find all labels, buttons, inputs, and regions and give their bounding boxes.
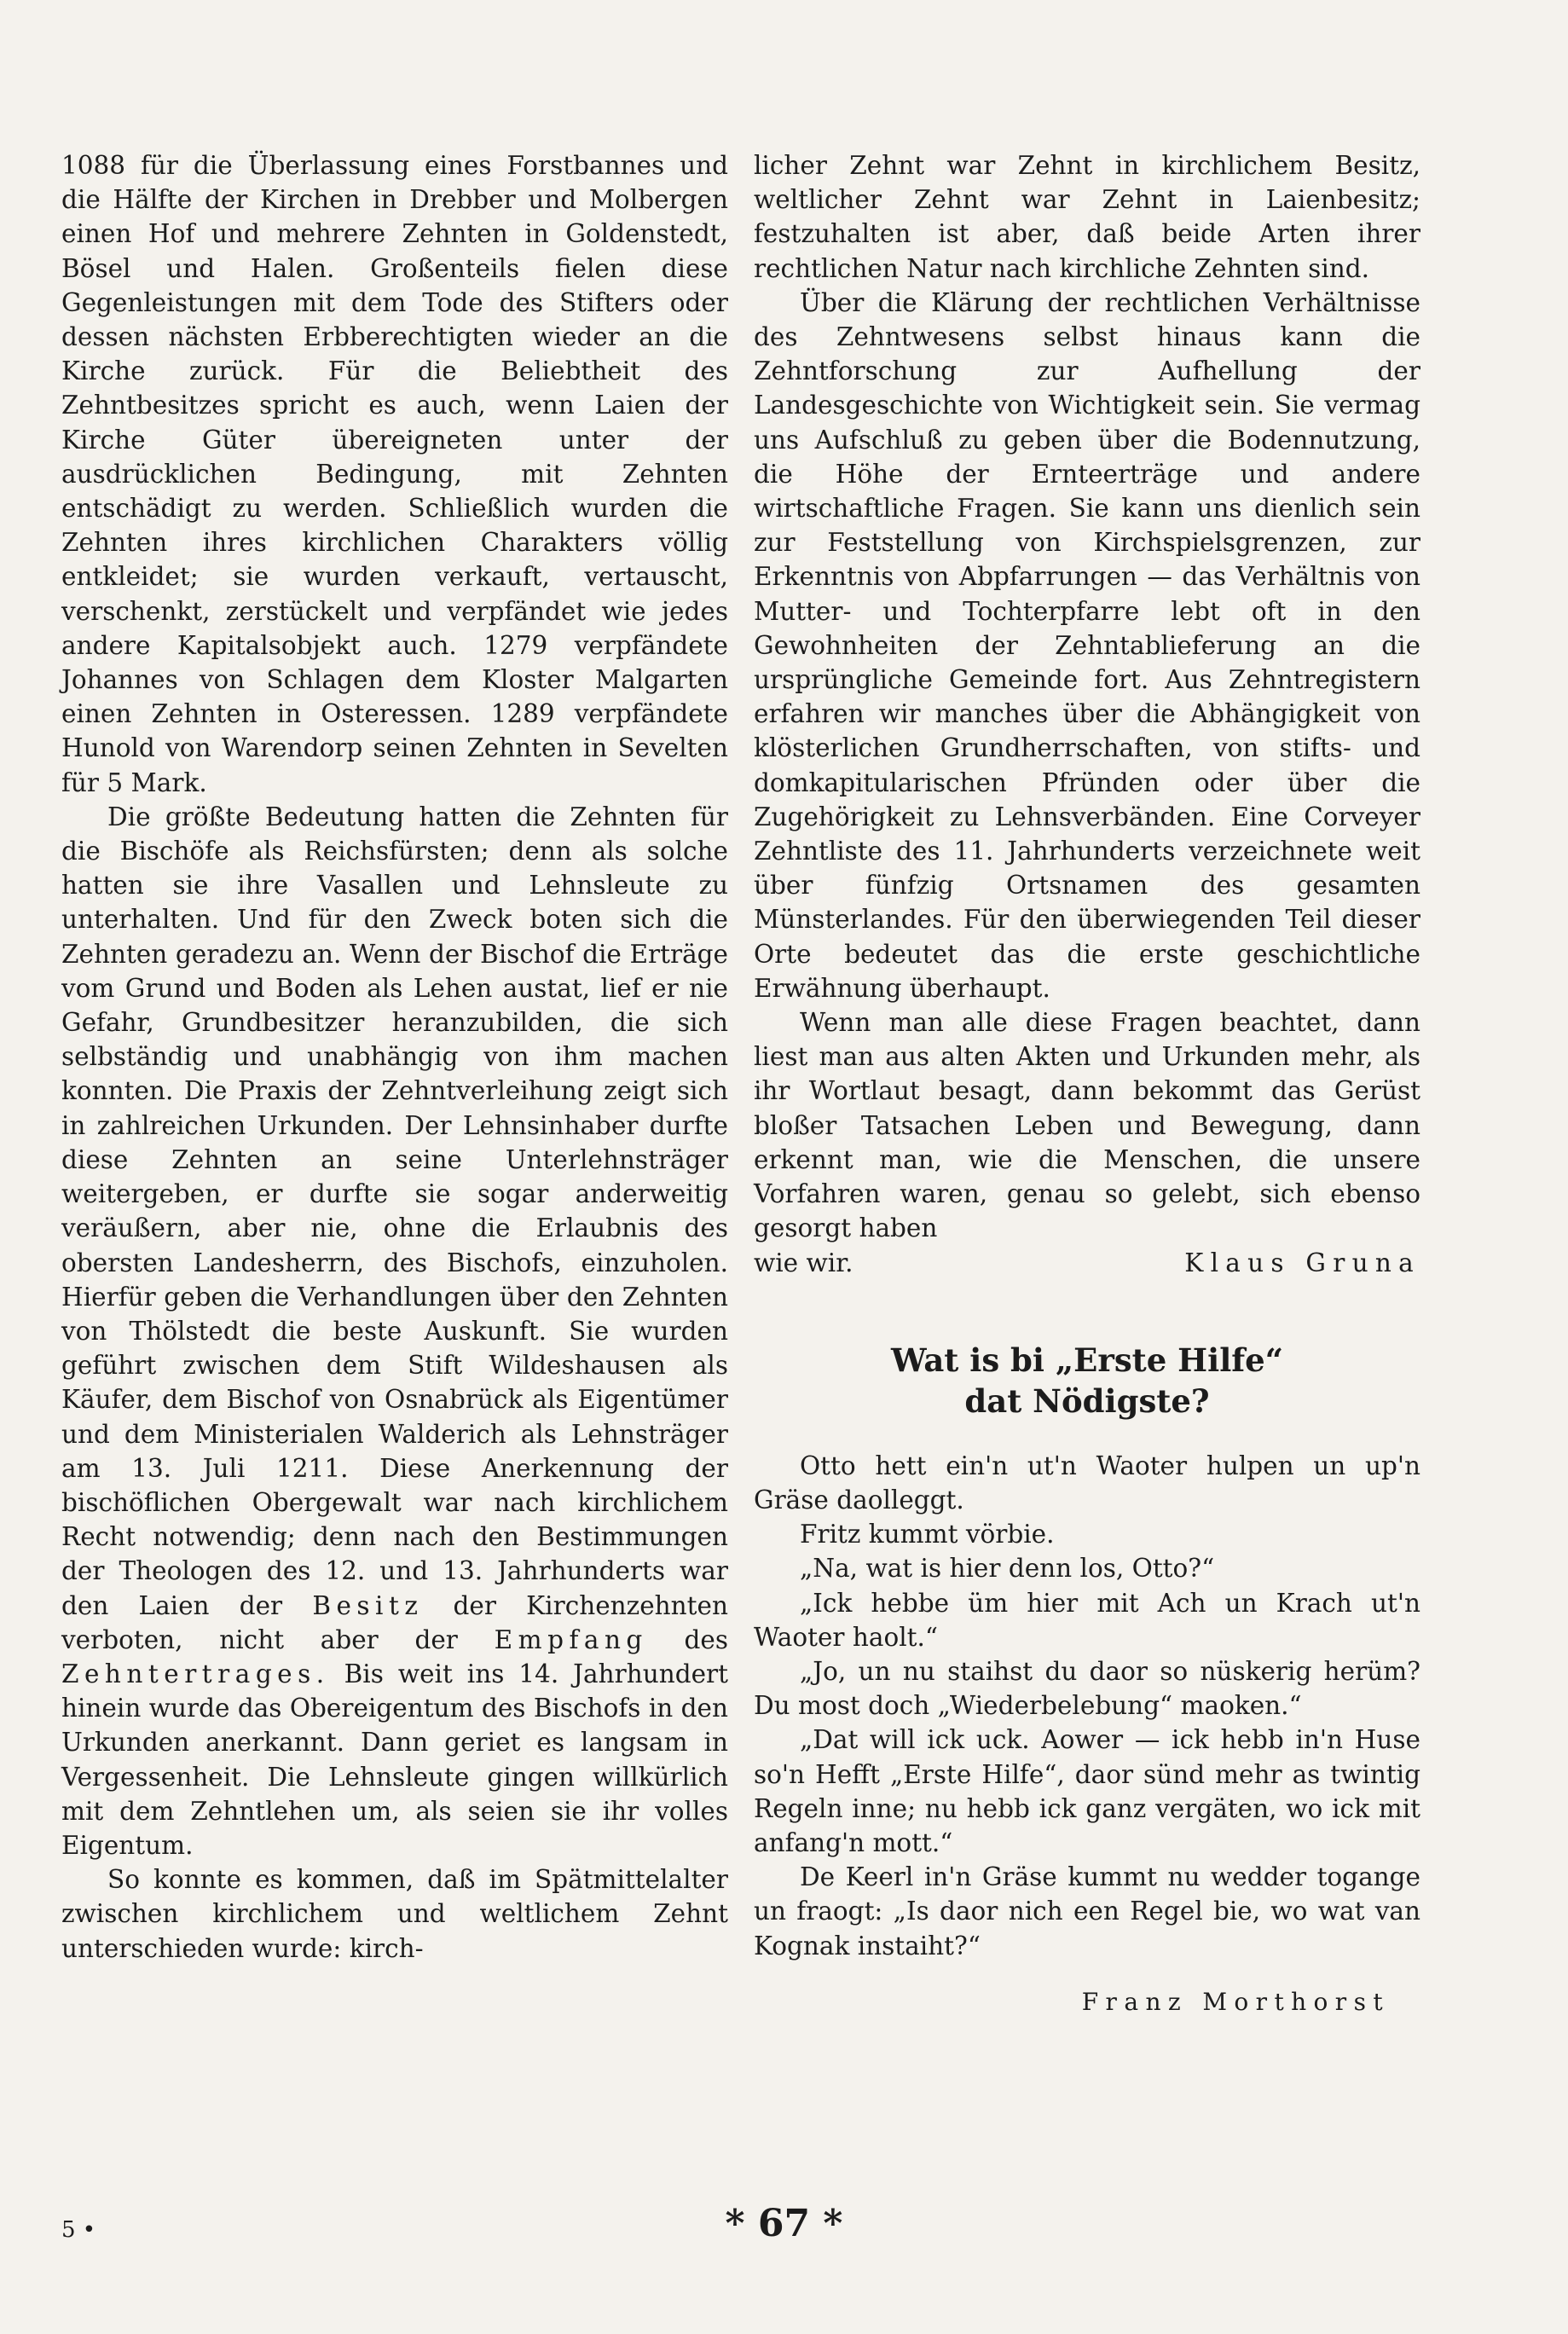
- article-signature: Franz Morthorst: [1081, 1987, 1390, 2016]
- signature-mark: 5 •: [61, 2217, 96, 2243]
- paragraph: [61, 800, 728, 1862]
- dialog-paragraph: „Jo, un nu staihst du daor so nüskerig herüm? Du most doch „Wiederbelebung“ maoken.“: [754, 1656, 1420, 1721]
- author-name: Klaus Gruna: [1184, 1248, 1420, 1277]
- spaced-emphasis: Zehntertrages.: [61, 1659, 330, 1688]
- dialog-paragraph: „Dat will ick uck. Aower — ick hebb in'n Huse so'n Hefft „Erste Hilfe“, daor sünd mehr as twintig Regeln inne; nu hebb ick ganz vergäten, wo ick mit anfang'n mott.“: [754, 1725, 1420, 1857]
- paragraph: licher Zehnt war Zehnt in kirchlichem Besitz, weltlicher Zehnt war Zehnt in Laienbesitz; festzuhalten ist aber, daß beide Arten ihrer rechtlichen Natur nach kirchliche Zehnten sind.: [754, 151, 1420, 283]
- dialog-paragraph: „Ick hebbe üm hier mit Ach un Krach ut'n Waoter haolt.“: [754, 1588, 1420, 1652]
- page-number: * 67 *: [725, 2202, 843, 2245]
- headline-line: dat Nödigste?: [964, 1381, 1210, 1420]
- dialog-text: [754, 1449, 1420, 1963]
- author-line: [754, 1246, 1420, 1280]
- paragraph-text: des: [684, 1625, 728, 1654]
- left-column: [61, 148, 728, 1966]
- dialog-paragraph: Otto hett ein'n ut'n Waoter hulpen un up'n Gräse daolleggt.: [754, 1451, 1420, 1514]
- closing-text: wie wir.: [754, 1248, 853, 1277]
- paragraph-text: Bis weit ins 14. Jahrhundert hinein wurde das Obereigentum des Bischofs in den Urkunden anerkannt. Dann geriet es langsam in Vergessenheit. Die Lehnsleute gingen willkürlich mit dem Zehntlehen um, als seien sie ihr volles Eigentum.: [61, 1659, 728, 1860]
- paragraph-text: Die größte Bedeutung hatten die Zehnten für die Bischöfe als Reichsfürsten; denn als solche hatten sie ihre Vasallen und Lehnsleute zu unterhalten. Und für den Zweck boten sich die Zehnten geradezu an. Wenn der Bischof die Erträge vom Grund und Boden als Lehen austat, lief er nie Gefahr, Grundbesitzer heranzubilden, die sich selbständig und unabhängig von ihm machen konnten. Die Praxis der Zehntverleihung zeigt sich in zahlreichen Urkunden. Der Lehnsinhaber durfte diese Zehnten an seine Unterlehnsträger weitergeben, er durfte sie sogar anderweitig veräußern, aber nie, ohne die Erlaubnis des obersten Landesherrn, des Bischofs, einzuholen. Hierfür geben die Verhandlungen über den Zehnten von Thölstedt die beste Auskunft. Sie wurden geführt zwischen dem Stift Wildeshausen als Käufer, dem Bischof von Osnabrück als Eigentümer und dem Ministerialen Walderich als Lehnsträger am 13. Juli 1211. Diese Anerkennung der bischöflichen Obergewalt war nach kirchlichem Recht notwendig; denn nach den Bestimmungen der Theologen des 12. und 13. Jahrhunderts war den Laien der: [61, 802, 728, 1620]
- dialog-paragraph: Fritz kummt vörbie.: [800, 1520, 1055, 1549]
- paragraph: 1088 für die Überlassung eines Forstbannes und die Hälfte der Kirchen in Drebber und Molbergen einen Hof und mehrere Zehnten in Goldenstedt, Bösel und Halen. Großenteils fielen diese Gegenleistungen mit dem Tode des Stifters oder dessen nächsten Erbberechtigten wieder an die Kirche zurück. Für die Beliebtheit des Zehntbesitzes spricht es auch, wenn Laien der Kirche Güter übereigneten unter der ausdrücklichen Bedingung, mit Zehnten entschädigt zu werden. Schließlich wurden die Zehnten ihres kirchlichen Charakters völlig entkleidet; sie wurden verkauft, vertauscht, verschenkt, zerstückelt und verpfändet wie jedes andere Kapitalsobjekt auch. 1279 verpfändete Johannes von Schlagen dem Kloster Malgarten einen Zehnten in Osteressen. 1289 verpfändete Hunold von Warendorp seinen Zehnten in Sevelten für 5 Mark.: [61, 151, 728, 797]
- spaced-emphasis: Empfang: [494, 1625, 648, 1654]
- paragraph-text: der Kirchenzehnten verboten, nicht aber der: [61, 1590, 728, 1654]
- right-column: [754, 148, 1420, 2019]
- headline-line: Wat is bi „Erste Hilfe“: [891, 1341, 1283, 1379]
- spaced-emphasis: Besitz: [312, 1590, 424, 1620]
- paragraph: Über die Klärung der rechtlichen Verhältnisse des Zehntwesens selbst hinaus kann die Zehntforschung zur Aufhellung der Landesgeschichte von Wichtigkeit sein. Sie vermag uns Aufschluß zu geben über die Bodennutzung, die Höhe der Ernteerträge und andere wirtschaftliche Fragen. Sie kann uns dienlich sein zur Feststellung von Kirchspielsgrenzen, zur Erkenntnis von Abpfarrungen — das Verhältnis von Mutter- und Tochterpfarre lebt oft in den Gewohnheiten der Zehntablieferung an die ursprüngliche Gemeinde fort. Aus Zehntregistern erfahren wir manches über die Abhängigkeit von klösterlichen Grundherrschaften, von stifts- und domkapitularischen Pfründen oder über die Zugehörigkeit zu Lehnsverbänden. Eine Corveyer Zehntliste des 11. Jahrhunderts verzeichnete weit über fünfzig Ortsnamen des gesamten Münsterlandes. Für den überwiegenden Teil dieser Orte bedeutet das die erste geschichtliche Erwähnung überhaupt.: [754, 287, 1420, 1003]
- paragraph: Wenn man alle diese Fragen beachtet, dann liest man aus alten Akten und Urkunden mehr, als ihr Wortlaut besagt, dann bekommt das Gerüst bloßer Tatsachen Leben und Bewegung, dann erkennt man, wie die Menschen, die unsere Vorfahren waren, genau so gelebt, sich ebenso gesorgt haben: [754, 1008, 1420, 1243]
- paragraph: So konnte es kommen, daß im Spätmittelalter zwischen kirchlichem und weltlichem Zehnt unterschieden wurde: kirch-: [61, 1865, 728, 1963]
- article-headline: [754, 1340, 1420, 1422]
- dialog-paragraph: „Na, wat is hier denn los, Otto?“: [800, 1554, 1215, 1584]
- dialog-paragraph: De Keerl in'n Gräse kummt nu wedder togange un fraogt: „Is daor nich een Regel bie, wo wat van Kognak instaiht?“: [754, 1862, 1420, 1960]
